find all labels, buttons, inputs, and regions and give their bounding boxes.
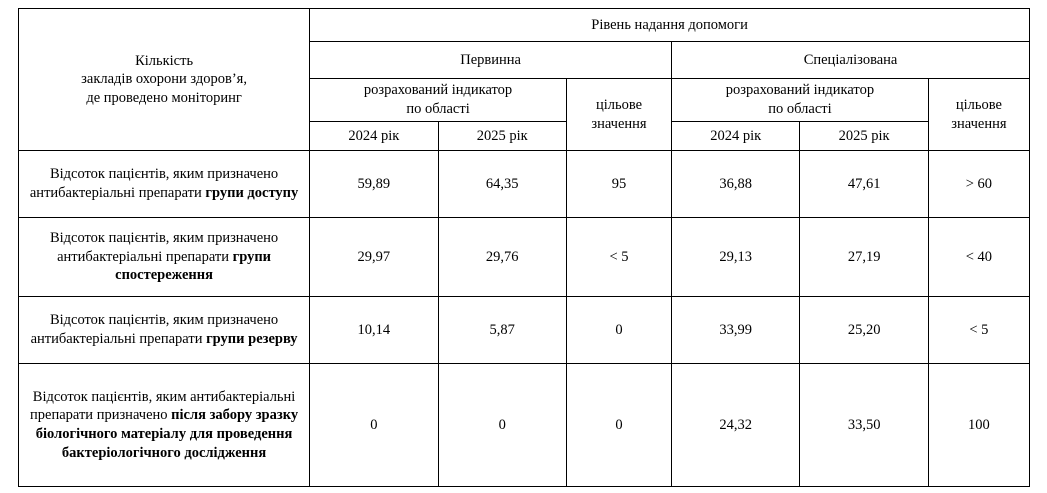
cell-specialized-2025: 47,61: [800, 151, 928, 218]
target-value-primary-line-1: цільове: [595, 96, 643, 113]
cell-primary-2025: 5,87: [438, 297, 566, 364]
cell-specialized-2024: 29,13: [672, 218, 800, 297]
cell-specialized-2024: 33,99: [672, 297, 800, 364]
table-row: [19, 218, 1030, 297]
stub-header-line-1: Кількість: [135, 52, 194, 69]
table-body: [19, 151, 1030, 487]
row-label: Відсоток пацієнтів, яким призначено антибактеріальні препарати групи доступу: [19, 151, 310, 218]
cell-specialized-target: > 60: [928, 151, 1029, 218]
cell-specialized-2025: 27,19: [800, 218, 928, 297]
cell-primary-target: 0: [566, 297, 671, 364]
row-label: Відсоток пацієнтів, яким призначено антибактеріальні препарати групи резерву: [19, 297, 310, 364]
row-label: Відсоток пацієнтів, яким антибактеріальні препарати призначено після забору зразку біологічного матеріалу для проведення бактеріологічного дослідження: [19, 364, 310, 487]
header-year-primary-2025: 2025 рік: [438, 122, 566, 151]
table-row: [19, 297, 1030, 364]
stub-header-line-2: закладів охорони здоров’я,: [81, 71, 247, 88]
row-label: Відсоток пацієнтів, яким призначено антибактеріальні препарати групи спостереження: [19, 218, 310, 297]
cell-primary-2024: 10,14: [310, 297, 438, 364]
header-year-specialized-2024: 2024 рік: [672, 122, 800, 151]
cell-primary-target: 95: [566, 151, 671, 218]
cell-primary-target: 0: [566, 364, 671, 487]
calc-indicator-specialized-line-2: по області: [768, 101, 832, 117]
cell-primary-2024: 29,97: [310, 218, 438, 297]
header-calc-indicator-primary: [310, 79, 567, 122]
cell-specialized-2024: 36,88: [672, 151, 800, 218]
cell-specialized-2024: 24,32: [672, 364, 800, 487]
cell-specialized-target: 100: [928, 364, 1029, 487]
table-row: [19, 364, 1030, 487]
calc-indicator-primary-line-1: розрахований індикатор: [363, 82, 513, 99]
cell-specialized-2025: 25,20: [800, 297, 928, 364]
table-header: [19, 9, 1030, 151]
stub-header-line-3: де проведено моніторинг: [86, 89, 242, 106]
header-calc-indicator-specialized: [672, 79, 929, 122]
cell-primary-2025: 29,76: [438, 218, 566, 297]
header-year-primary-2024: 2024 рік: [310, 122, 438, 151]
header-level-primary: Первинна: [310, 42, 672, 79]
target-value-specialized-line-1: цільове: [955, 96, 1002, 113]
cell-primary-target: < 5: [566, 218, 671, 297]
target-value-specialized-line-2: значення: [951, 115, 1007, 132]
top-header-care-level: Рівень надання допомоги: [310, 9, 1030, 42]
header-target-value-specialized: [928, 79, 1029, 151]
table-row: [19, 151, 1030, 218]
header-row-1: [19, 9, 1030, 42]
cell-specialized-2025: 33,50: [800, 364, 928, 487]
header-year-specialized-2025: 2025 рік: [800, 122, 928, 151]
cell-primary-2025: 64,35: [438, 151, 566, 218]
cell-primary-2024: 59,89: [310, 151, 438, 218]
cell-primary-2025: 0: [438, 364, 566, 487]
calc-indicator-specialized-line-1: розрахований індикатор: [725, 82, 875, 99]
calc-indicator-primary-line-2: по області: [406, 101, 470, 117]
header-target-value-primary: [566, 79, 671, 151]
target-value-primary-line-2: значення: [591, 115, 647, 132]
cell-primary-2024: 0: [310, 364, 438, 487]
cell-specialized-target: < 5: [928, 297, 1029, 364]
monitoring-indicators-table: [18, 8, 1030, 487]
stub-header-cell: [19, 9, 310, 151]
header-level-specialized: Спеціалізована: [672, 42, 1030, 79]
cell-specialized-target: < 40: [928, 218, 1029, 297]
